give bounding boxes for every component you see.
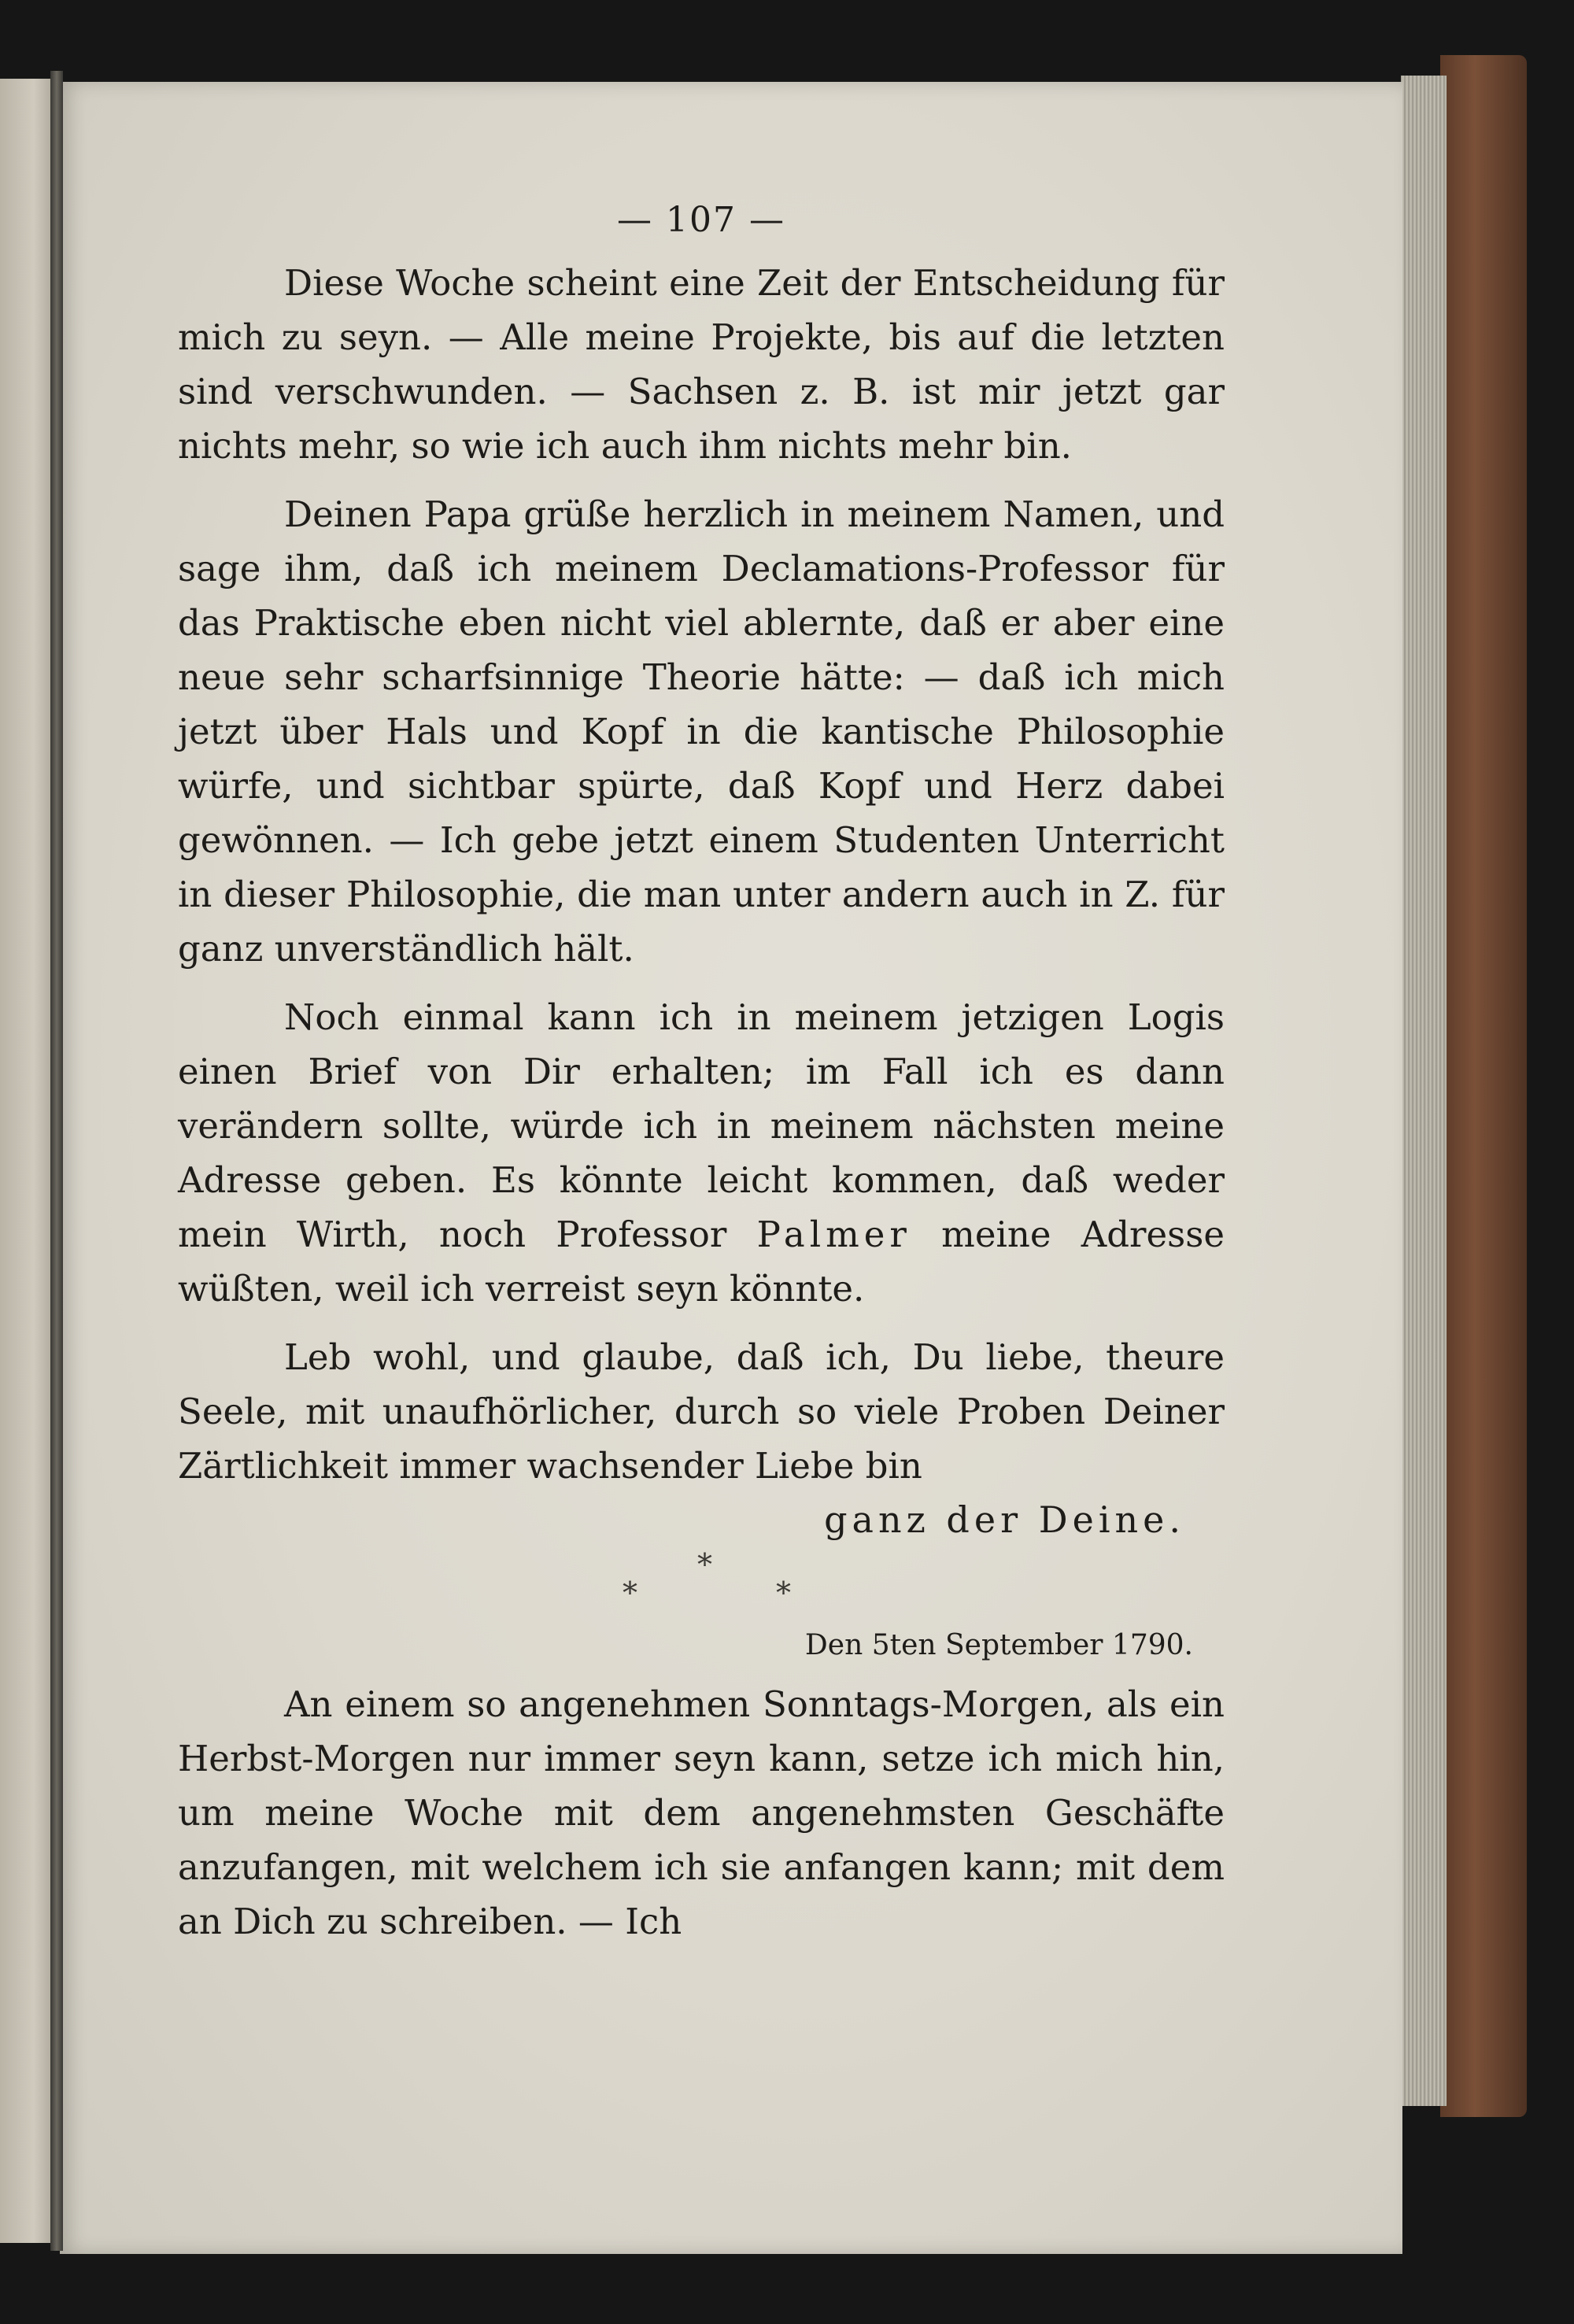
- previous-page-edge: [0, 79, 57, 2243]
- asterism-star-right: *: [776, 1576, 791, 1610]
- professor-name: Palmer: [756, 1214, 911, 1255]
- book-page: [60, 82, 1402, 2254]
- paragraph-1: Diese Woche scheint eine Zeit der Entscheidung für mich zu seyn. — Alle meine Projekte, bis auf die letzten sind verschwunden. — Sachsen z. B. ist mir jetzt gar nichts mehr, so wie ich auch ihm nichts mehr bin.: [178, 262, 1225, 467]
- book-gutter: [50, 71, 63, 2251]
- page-number: — 107 —: [617, 200, 785, 240]
- asterism-star-top: *: [697, 1547, 712, 1582]
- paragraph-5: An einem so angenehmen Sonntags-Morgen, als ein Herbst-Morgen nur immer seyn kann, setze ich mich hin, um meine Woche mit dem angenehmsten Geschäfte anzufangen, mit welchem ich sie anfangen kann; mit dem an Dich zu schreiben. — Ich: [178, 1683, 1225, 1942]
- signature: ganz der Deine.: [824, 1498, 1185, 1541]
- page-block-edges: [1401, 76, 1447, 2106]
- asterism-divider: [178, 1547, 1225, 1622]
- paragraph-3: [178, 990, 1225, 1316]
- paragraph-3-start: Noch einmal kann ich in meinem jetzigen Logis einen Brief von Dir erhalten; im Fall ich es dann verändern sollte, würde ich in meinem nächsten meine Adresse geben. Es könnte leicht kommen, daß weder mein Wirth, noch Professor: [178, 996, 1225, 1255]
- paragraph-4: Leb wohl, und glaube, daß ich, Du liebe, theure Seele, mit unaufhörlicher, durch so viele Proben Deiner Zärtlichkeit immer wachsender Liebe bin: [178, 1336, 1225, 1487]
- book-cover-edge: [1440, 55, 1527, 2117]
- paragraph-3-end: meine Adresse wüßten, weil ich verreist seyn könnte.: [178, 1214, 1225, 1310]
- paragraph-2: Deinen Papa grüße herzlich in meinem Namen, und sage ihm, daß ich meinem Declamations-Professor für das Praktische eben nicht viel ablernte, daß er aber eine neue sehr scharfsinnige Theorie hätte: — daß ich mich jetzt über Hals und Kopf in die kantische Philosophie würfe, und sichtbar spürte, daß Kopf und Herz dabei gewönnen. — Ich gebe jetzt einem Studenten Unterricht in dieser Philosophie, die man unter andern auch in Z. für ganz unverständlich hält.: [178, 493, 1225, 970]
- letter-date: Den 5ten September 1790.: [804, 1629, 1193, 1661]
- text-block: [178, 200, 1225, 1963]
- asterism-star-left: *: [623, 1576, 637, 1610]
